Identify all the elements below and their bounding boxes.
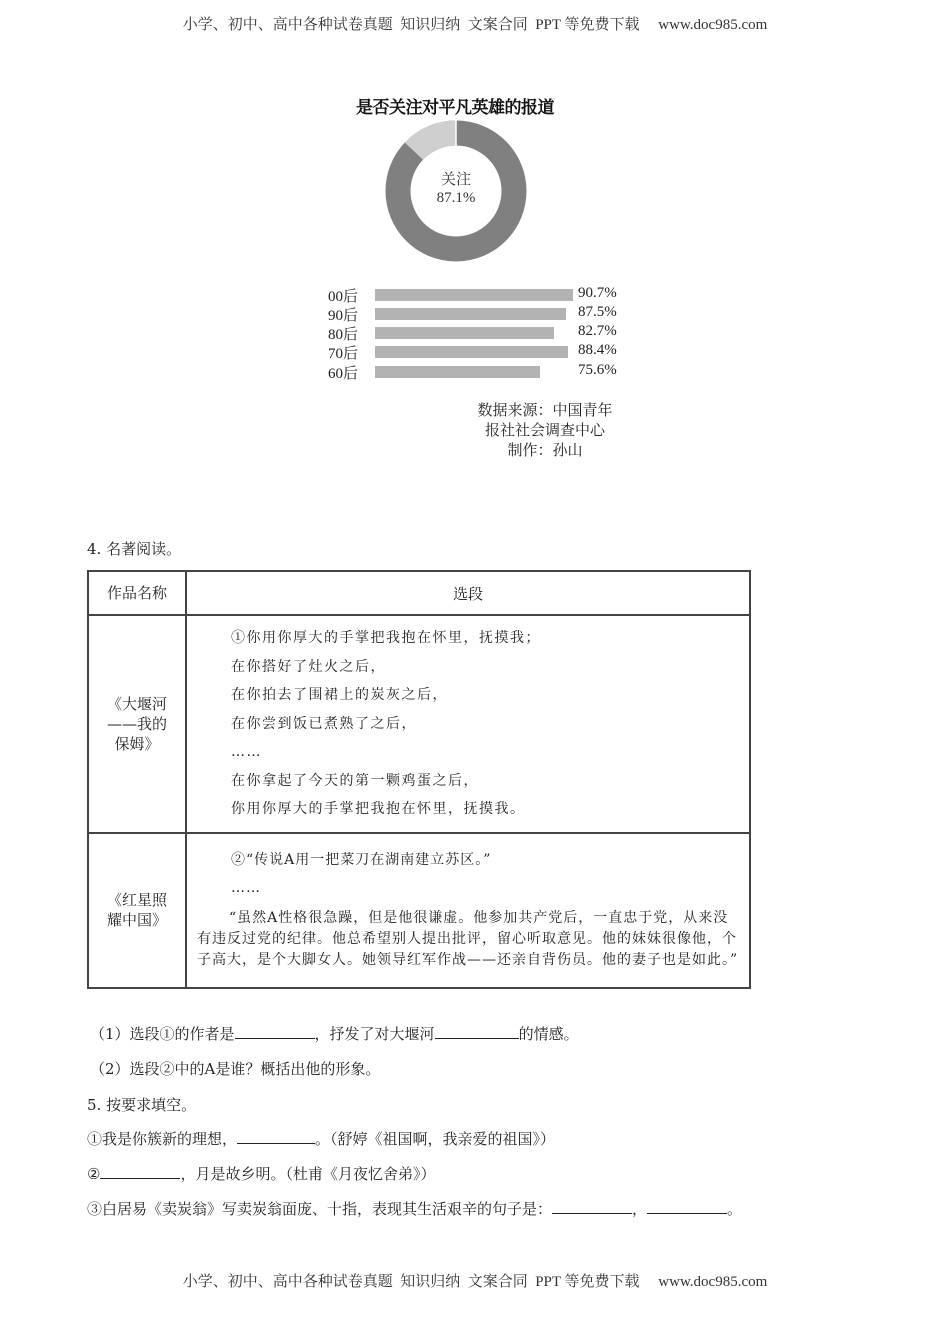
- bar-row-90: [328, 304, 648, 323]
- poem-line: ①你用你厚大的手掌把我抱在怀里，抚摸我；: [231, 630, 541, 646]
- bar: [375, 327, 554, 339]
- excerpt-paragraph: “虽然A性格很急躁，但是他很谦虚。他参加共产党后，一直忠于党，从来没有违反过党的纪律。他总希望别人提出批评，留心听取意见。他的妹妹很像他，个子高大，是个大脚女人。她领导红军作战——还亲自背伤员。他的妻子也是如此。”: [197, 909, 739, 968]
- bar: [375, 366, 540, 378]
- work-name-cell: [88, 833, 186, 988]
- header-work-name: 作品名称: [88, 571, 186, 615]
- item-text: 。: [727, 1200, 743, 1218]
- answer-blank[interactable]: [647, 1199, 727, 1214]
- bar-row-70: [328, 342, 648, 361]
- bar-row-60: [328, 362, 648, 381]
- bar-label: 80后: [328, 327, 359, 343]
- table-header-row: [88, 571, 750, 615]
- item-text: 。（舒婷《祖国啊，我亲爱的祖国》）: [315, 1130, 556, 1148]
- work-name-line: 《红星照: [106, 891, 167, 909]
- poem-line: ……: [231, 744, 262, 760]
- item-text: ①我是你簇新的理想，: [87, 1130, 238, 1148]
- excerpt-line: ②“传说A用一把菜刀在湖南建立苏区。”: [231, 851, 492, 868]
- source-line: 报社社会调查中心: [484, 421, 605, 439]
- bar-label: 90后: [328, 308, 359, 324]
- donut-center-title: 关注: [440, 170, 471, 188]
- work-name-line: ——我的: [106, 714, 167, 733]
- question-4-sub-2: （2）选段②中的A是谁？概括出他的形象。: [90, 1060, 381, 1078]
- item-text: ②: [87, 1165, 101, 1183]
- poem-line: 你用你厚大的手掌把我抱在怀里，抚摸我。: [231, 801, 526, 817]
- table-row: [88, 833, 750, 988]
- bar-row-80: [328, 323, 648, 342]
- bar-label: 00后: [328, 289, 359, 305]
- question-5-item-2: [87, 1163, 435, 1184]
- sub1-text: （1）选段①的作者是: [90, 1025, 235, 1043]
- table-row: [88, 615, 750, 833]
- sub1-text: ，抒发了对大堰河: [314, 1025, 435, 1043]
- sub1-text: 的情感。: [518, 1025, 579, 1043]
- bar: [375, 308, 566, 320]
- work-name-cell: [88, 615, 186, 833]
- poem-line: 在你拿起了今天的第一颗鸡蛋之后，: [231, 772, 479, 789]
- poem-line: 在你搭好了灶火之后，: [231, 658, 386, 675]
- question-4-title: 4. 名著阅读。: [87, 540, 182, 558]
- page-footer: 小学、初中、高中各种试卷真题 知识归纳 文案合同 PPT 等免费下载 www.doc985.com: [182, 1274, 768, 1290]
- work-name-line: 《大堰河: [106, 694, 167, 713]
- source-line: 制作：孙山: [507, 441, 583, 459]
- excerpt-ellipsis: ……: [231, 879, 261, 896]
- poem-line: 在你尝到饭已煮熟了之后，: [231, 715, 417, 732]
- bar-value: 75.6%: [578, 362, 617, 378]
- question-5-title: 5. 按要求填空。: [87, 1096, 197, 1114]
- work-name-line: 保姆》: [114, 734, 160, 753]
- works-table: [87, 570, 751, 989]
- bar-value: 88.4%: [578, 342, 617, 358]
- question-4-sub-1: [90, 1023, 579, 1044]
- bar: [375, 289, 573, 301]
- chart-title: 是否关注对平凡英雄的报道: [356, 98, 554, 118]
- bar-value: 87.5%: [578, 304, 617, 320]
- poem-line: 在你拍去了围裙上的炭灰之后，: [231, 687, 448, 703]
- item-text: ，: [632, 1200, 648, 1218]
- bar-value: 82.7%: [578, 323, 617, 339]
- question-5-item-1: [87, 1128, 555, 1149]
- donut-center-value: 87.1%: [436, 190, 476, 206]
- bar-row-00: [328, 285, 648, 304]
- donut-center-label: [385, 170, 527, 208]
- donut-slice-no-attention: [414, 133, 456, 151]
- bar-label: 60后: [328, 366, 359, 382]
- answer-blank[interactable]: [552, 1199, 632, 1214]
- answer-blank[interactable]: [435, 1024, 519, 1039]
- header-excerpt: 选段: [186, 571, 750, 615]
- source-line: 数据来源：中国青年: [477, 401, 613, 419]
- question-5-item-3: [87, 1198, 742, 1219]
- item-text: ③白居易《卖炭翁》写卖炭翁面庞、十指，表现其生活艰辛的句子是：: [87, 1200, 553, 1218]
- answer-blank[interactable]: [237, 1129, 315, 1144]
- chart-source: [440, 400, 650, 460]
- answer-blank[interactable]: [100, 1164, 180, 1179]
- excerpt-cell: [186, 615, 750, 833]
- bar-value: 90.7%: [578, 285, 617, 301]
- excerpt-cell: [186, 833, 750, 988]
- bar: [375, 346, 568, 358]
- bar-label: 70后: [328, 346, 359, 362]
- work-name-line: 耀中国》: [106, 911, 167, 929]
- page-header: 小学、初中、高中各种试卷真题 知识归纳 文案合同 PPT 等免费下载 www.doc985.com: [182, 17, 768, 33]
- item-text: ，月是故乡明。（杜甫《月夜忆舍弟》）: [180, 1165, 436, 1183]
- answer-blank[interactable]: [235, 1024, 315, 1039]
